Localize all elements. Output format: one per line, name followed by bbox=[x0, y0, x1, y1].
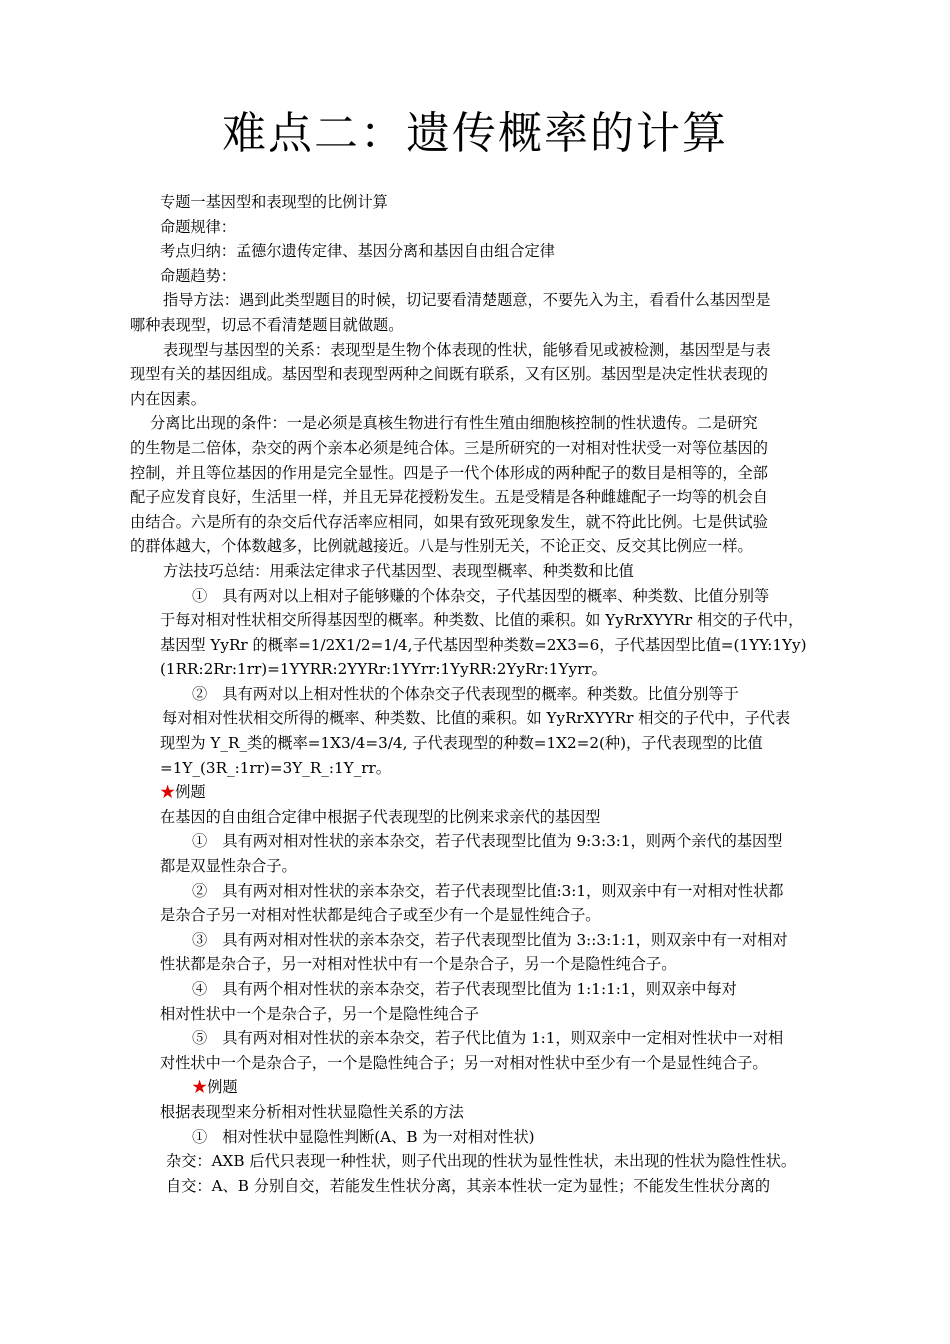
star-icon: ★ bbox=[192, 1078, 208, 1097]
line-text: 内在因素。 bbox=[130, 389, 206, 408]
line-text: (1RR:2Rr:1rr)=1YYRR:2YYRr:1YYrr:1YyRR:2YyRr:1Yyrr。 bbox=[160, 660, 607, 679]
line-text: 每对相对性状相交所得的概率、种类数、比值的乘积。如 YyRrXYYRr 相交的子代中，子代表 bbox=[162, 709, 791, 728]
text-line bbox=[130, 264, 860, 289]
line-text: 表现型与基因型的关系：表现型是生物个体表现的性状，能够看见或被检测，基因型是与表 bbox=[163, 340, 771, 359]
line-text: ① 具有两对相对性状的亲本杂交，若子代表现型比值为 9:3:3:1，则两个亲代的基因型 bbox=[192, 832, 783, 851]
line-text: =1Y_(3R_:1rr)=3Y_R_:1Y_rr。 bbox=[160, 758, 391, 777]
line-text: 哪种表现型，切忌不看清楚题目就做题。 bbox=[130, 315, 404, 334]
text-line bbox=[130, 879, 860, 904]
line-text: 专题一基因型和表现型的比例计算 bbox=[160, 193, 388, 211]
line-text: ① 具有两对以上相对子能够赚的个体杂交，子代基因型的概率、种类数、比值分别等 bbox=[192, 586, 770, 605]
text-line bbox=[130, 805, 860, 830]
text-line bbox=[130, 313, 860, 338]
line-text: 方法技巧总结：用乘法定律求子代基因型、表现型概率、种类数和比值 bbox=[163, 561, 634, 580]
line-text: 对性状中一个是杂合子，一个是隐性纯合子；另一对相对性状中至少有一个是显性纯合子。 bbox=[160, 1053, 768, 1072]
example-heading bbox=[130, 1075, 860, 1100]
line-text: 配子应发育良好，生活里一样，并且无异花授粉发生。五是受精是各种雌雄配子一均等的机会自 bbox=[130, 488, 768, 507]
line-text: ② 具有两对相对性状的亲本杂交，若子代表现型比值:3:1，则双亲中有一对相对性状都 bbox=[192, 881, 784, 900]
text-line bbox=[130, 952, 860, 977]
line-text: 都是双显性杂合子。 bbox=[160, 857, 297, 876]
text-line bbox=[130, 706, 860, 731]
line-text: 自交：A、B 分别自交，若能发生性状分离，其亲本性状一定为显性；不能发生性状分离的 bbox=[166, 1176, 771, 1195]
line-text: 基因型 YyRr 的概率=1/2X1/2=1/4,子代基因型种类数=2X3=6，子代基因型比值=(1YY:1Yy) bbox=[160, 635, 807, 654]
text-line bbox=[130, 387, 860, 412]
line-text: 例题 bbox=[207, 1078, 238, 1097]
line-text: 控制，并且等位基因的作用是完全显性。四是子一代个体形成的两种配子的数目是相等的，全部 bbox=[130, 463, 768, 482]
text-line bbox=[130, 633, 860, 658]
text-line bbox=[130, 756, 860, 781]
line-text: 根据表现型来分析相对性状显隐性关系的方法 bbox=[160, 1102, 464, 1121]
line-text: 考点归纳：孟德尔遗传定律、基因分离和基因自由组合定律 bbox=[160, 242, 555, 261]
text-line bbox=[130, 928, 860, 953]
line-text: 性状都是杂合子，另一对相对性状中有一个是杂合子，另一个是隐性纯合子。 bbox=[160, 955, 677, 974]
example-heading bbox=[130, 780, 860, 805]
text-line bbox=[130, 485, 860, 510]
line-text: 例题 bbox=[175, 783, 206, 802]
text-line bbox=[130, 411, 860, 436]
line-text: 的群体越大，个体数越多，比例就越接近。八是与性别无关，不论正交、反交其比例应一样。 bbox=[130, 537, 753, 556]
line-text: 指导方法：遇到此类型题目的时候，切记要看清楚题意，不要先入为主，看看什么基因型是 bbox=[163, 291, 771, 310]
line-text: 命题规律： bbox=[160, 217, 236, 236]
text-line bbox=[130, 903, 860, 928]
line-text: 由结合。六是所有的杂交后代存活率应相同，如果有致死现象发生，就不符此比例。七是供试验 bbox=[130, 512, 768, 531]
line-text: ① 相对性状中显隐性判断(A、B 为一对相对性状) bbox=[192, 1127, 535, 1146]
text-line bbox=[130, 215, 860, 240]
text-line bbox=[130, 534, 860, 559]
line-text: 于每对相对性状相交所得基因型的概率。种类数、比值的乘积。如 YyRrXYYRr 相交的子代中， bbox=[160, 611, 804, 630]
text-line bbox=[130, 731, 860, 756]
text-line bbox=[130, 288, 860, 313]
text-line bbox=[130, 1125, 860, 1150]
line-text: 命题趋势： bbox=[160, 266, 236, 285]
text-line bbox=[130, 854, 860, 879]
text-line bbox=[130, 461, 860, 486]
text-line bbox=[130, 829, 860, 854]
text-line bbox=[130, 657, 860, 682]
star-icon: ★ bbox=[160, 783, 176, 802]
text-line bbox=[130, 362, 860, 387]
text-line bbox=[130, 1002, 860, 1027]
text-line bbox=[130, 977, 860, 1002]
text-line bbox=[130, 1149, 860, 1174]
line-text: 相对性状中一个是杂合子，另一个是隐性纯合子 bbox=[160, 1004, 479, 1023]
line-text: ② 具有两对以上相对性状的个体杂交子代表现型的概率。种类数。比值分别等于 bbox=[192, 684, 739, 703]
line-text: 分离比出现的条件：一是必须是真核生物进行有性生殖由细胞核控制的性状遗传。二是研究 bbox=[150, 414, 758, 433]
text-line bbox=[130, 559, 860, 584]
line-text: 的生物是二倍体，杂交的两个亲本必须是纯合体。三是所研究的一对相对性状受一对等位基因的 bbox=[130, 438, 768, 457]
document-body bbox=[130, 190, 860, 1198]
text-line bbox=[130, 190, 860, 215]
text-line bbox=[130, 510, 860, 535]
text-line bbox=[130, 436, 860, 461]
page-title: 难点二：遗传概率的计算 bbox=[222, 108, 728, 159]
text-line bbox=[130, 239, 860, 264]
line-text: ④ 具有两个相对性状的亲本杂交，若子代表现型比值为 1:1:1:1，则双亲中每对 bbox=[192, 980, 737, 998]
line-text: 是杂合子另一对相对性状都是纯合子或至少有一个是显性纯合子。 bbox=[160, 906, 601, 925]
text-line bbox=[130, 1026, 860, 1051]
text-line bbox=[130, 1174, 860, 1199]
line-text: ③ 具有两对相对性状的亲本杂交，若子代表现型比值为 3::3:1:1，则双亲中有一对相对 bbox=[192, 930, 788, 949]
text-line bbox=[130, 682, 860, 707]
text-line bbox=[130, 584, 860, 609]
text-line bbox=[130, 338, 860, 363]
line-text: 杂交：AXB 后代只表现一种性状，则子代出现的性状为显性性状，未出现的性状为隐性性状。 bbox=[166, 1152, 797, 1171]
line-text: 现型有关的基因组成。基因型和表现型两种之间既有联系，又有区别。基因型是决定性状表现的 bbox=[130, 365, 768, 384]
line-text: 现型为 Y_R_类的概率=1X3/4=3/4, 子代表现型的种数=1X2=2(种)，子代表现型的比值 bbox=[160, 734, 763, 753]
text-line bbox=[130, 1100, 860, 1125]
text-line bbox=[130, 608, 860, 633]
line-text: 在基因的自由组合定律中根据子代表现型的比例来求亲代的基因型 bbox=[160, 807, 601, 826]
text-line bbox=[130, 1051, 860, 1076]
line-text: ⑤ 具有两对相对性状的亲本杂交，若子代比值为 1:1，则双亲中一定相对性状中一对相 bbox=[192, 1029, 784, 1048]
